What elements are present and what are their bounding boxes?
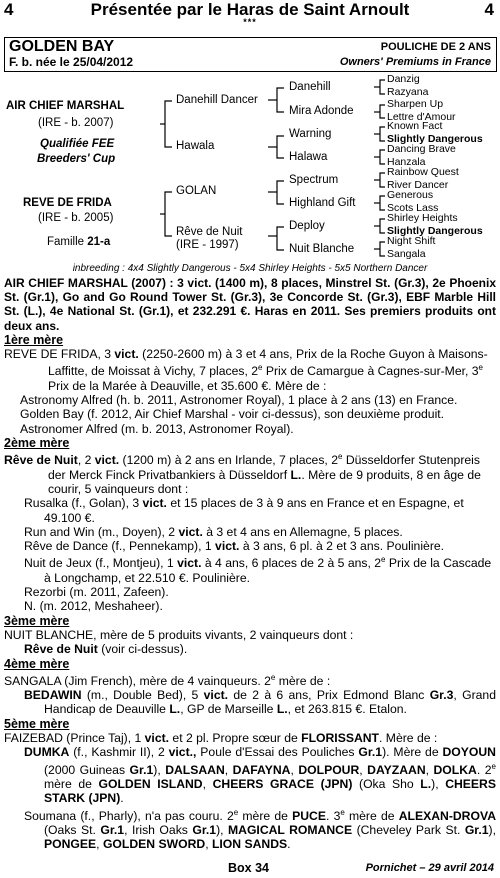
horse-name: GOLDEN BAY — [9, 38, 115, 55]
gen4-14: Slightly Dangerous — [387, 225, 483, 237]
gen4-10: River Dancer — [387, 179, 449, 191]
sire-description: AIR CHIEF MARSHAL (2007) : 3 vict. (1400 m), 8 places, Minstrel St. (Gr.3), 2e Phoenix St. (Gr.1), Go and Go Round Tower St. (Gr.3), 3e Concorde St. (Gr.3), EBF Marble Hill St. (L.), 4e National St. (Gr.1), et 232.291 €. Haras en 2011. Ses premiers produits ont deux ans. — [4, 276, 496, 333]
page-number-right: 4 — [484, 0, 494, 19]
section-4eme-mere: 4ème mère — [4, 656, 70, 671]
gen3-8: Nuit Blanche — [289, 243, 355, 255]
gen3-2: Mira Adonde — [289, 105, 354, 117]
owners-premiums: Owners' Premiums in France — [339, 56, 491, 68]
sire-note-1: Qualifiée FEE — [40, 138, 115, 150]
gen3-7: Deploy — [289, 220, 325, 232]
gen3-1: Danehill — [289, 81, 331, 93]
gen4-5: Known Fact — [387, 120, 443, 132]
second-dam-produce-3: Rêve de Dance (f., Pennekamp), 1 vict. à 3 ans, 6 pl. à 2 et 3 ans. Poulinière. — [24, 539, 445, 554]
gen4-7: Dancing Brave — [387, 143, 456, 155]
catalogue-body — [4, 276, 496, 852]
fifth-dam-description: FAIZEBAD (Prince Taj), 1 vict. et 2 pl. Propre sœur de FLORISSANT. Mère de : — [4, 731, 438, 746]
third-dam-produce-1: Rêve de Nuit (voir ci-dessus). — [24, 642, 188, 657]
gen2-4: Rêve de Nuit — [176, 226, 243, 238]
gen4-16: Sangala — [387, 248, 426, 260]
pedigree-table — [0, 70, 500, 267]
second-dam-produce-1: Rusalka (f., Golan), 3 vict. et 15 places de 3 à 9 ans en France et en Espagne, et 49.100 €. — [24, 496, 464, 525]
second-dam-produce-6: N. (m. 2012, Meshaheer). — [24, 599, 163, 614]
gen3-3: Warning — [289, 128, 332, 140]
fifth-dam-produce-1: DUMKA (f., Kashmir II), 2 vict., Poule d'Essai des Pouliches Gr.1). Mère de DOYOUN (2000 Guineas Gr.1), DALSAAN, DAFAYNA, DOLPOUR, DAYZAAN, DOLKA. 2e mère de GOLDEN ISLAND, CHEERS GRACE (JPN) (Oka Sho L.), CHEERS STARK (JPN). — [24, 745, 496, 806]
page-number-left: 4 — [4, 0, 14, 19]
horse-birth: F. b. née le 25/04/2012 — [9, 55, 134, 69]
second-dam-produce-5: Rezorbi (m. 2011, Zafeen). — [24, 585, 169, 600]
gen4-12: Scots Lass — [387, 202, 439, 214]
dam-info: (IRE - b. 2005) — [38, 212, 114, 224]
gen2-4-info: (IRE - 1997) — [176, 239, 239, 251]
second-dam-description: Rêve de Nuit, 2 vict. (1200 m) à 2 ans en Irlande, 7 places, 2e Düsseldorfer Stutenpreis der Merck Finck Privatbankiers à Düsseldorf L.. Mère de 9 produits, 8 en âge de courir, 5 vainqueurs dont : — [4, 452, 481, 496]
horse-sex-age: POULICHE DE 2 ANS — [380, 41, 491, 53]
inbreeding-note: inbreeding : 4x4 Slightly Dangerous - 5x4 Shirley Heights - 5x5 Northern Dancer — [72, 263, 428, 274]
gen4-15: Night Shift — [387, 235, 436, 247]
gen4-9: Rainbow Quest — [387, 166, 459, 178]
sire-info: (IRE - b. 2007) — [38, 117, 114, 129]
famille-value: 21-a — [87, 236, 111, 248]
gen4-11: Generous — [387, 189, 434, 201]
section-3eme-mere: 3ème mère — [4, 613, 70, 628]
page-title: Présentée par le Haras de Saint Arnoult — [90, 0, 410, 19]
gen2-1: Danehill Dancer — [176, 94, 258, 106]
produce-3: Astronomer Alfred (m. b. 2013, Astronomer Royal). — [20, 421, 294, 436]
section-1ere-mere: 1ère mère — [4, 332, 64, 347]
title-stars: *** — [243, 17, 257, 27]
gen3-5: Spectrum — [289, 174, 339, 186]
second-dam-produce-2: Run and Win (m., Doyen), 2 vict. à 3 et 4 ans en Allemagne, 5 places. — [24, 524, 403, 539]
footer-place-date: Pornichet – 29 avril 2014 — [365, 862, 494, 874]
gen4-13: Shirley Heights — [387, 212, 458, 224]
gen4-8: Hanzala — [387, 156, 426, 168]
section-2eme-mere: 2ème mère — [4, 435, 70, 450]
gen4-6: Slightly Dangerous — [387, 133, 483, 145]
third-dam-description: NUIT BLANCHE, mère de 5 produits vivants, 2 vainqueurs dont : — [4, 627, 354, 642]
horse-info-box — [4, 37, 497, 72]
gen4-3: Sharpen Up — [387, 98, 444, 110]
dam-name: REVE DE FRIDA — [23, 197, 112, 209]
gen4-4: Lettre d'Amour — [387, 111, 456, 123]
gen4-1: Danzig — [387, 73, 420, 85]
gen3-4: Halawa — [289, 151, 328, 163]
gen3-6: Highland Gift — [289, 197, 356, 209]
dam-description: REVE DE FRIDA, 3 vict. (2250-2600 m) à 3 et 4 ans, Prix de la Roche Guyon à Maisons-Laffitte, de Moissat à Vichy, 7 places, 2e Prix de Camargue à Cagnes-sur-Mer, 3e Prix de la Marée à Deauville, et 35.600 €. Mère de : — [4, 347, 488, 393]
gen2-3: GOLAN — [176, 185, 217, 197]
produce-1: Astronomy Alfred (h. b. 2011, Astronomer Royal), 1 place à 2 ans (13) en France. — [20, 393, 458, 408]
gen2-2: Hawala — [176, 140, 215, 152]
dam-famille — [47, 236, 110, 248]
fourth-dam-produce-1: BEDAWIN (m., Double Bed), 5 vict. de 2 à 6 ans, Prix Edmond Blanc Gr.3, Grand Handicap de Deauville L., GP de Marseille L., et 263.815 €. Etalon. — [24, 688, 496, 717]
section-5eme-mere: 5ème mère — [4, 716, 70, 731]
fourth-dam-description: SANGALA (Jim French), mère de 4 vainqueurs. 2e mère de : — [4, 672, 331, 688]
produce-2: Golden Bay (f. 2012, Air Chief Marshal - voir ci-dessus), son deuxième produit. — [20, 407, 445, 422]
gen4-2: Razyana — [387, 86, 429, 98]
fifth-dam-produce-2: Soumana (f., Pharly), n'a pas couru. 2e mère de PUCE. 3e mère de ALEXAN-DROVA (Oaks St. Gr.1, Irish Oaks Gr.1), MAGICAL ROMANCE (Cheveley Park St. Gr.1), PONGEE, GOLDEN SWORD, LION SANDS. — [24, 807, 496, 852]
footer-box: Box 34 — [228, 861, 269, 875]
sire-note-2: Breeders' Cup — [37, 153, 116, 165]
sire-name: AIR CHIEF MARSHAL — [6, 100, 125, 112]
second-dam-produce-4: Nuit de Jeux (f., Montjeu), 1 vict. à 4 ans, 6 places de 2 à 5 ans, 2e Prix de la Cascade à Longchamp, et 22.510 €. Poulinière. — [24, 555, 492, 585]
famille-label: Famille — [47, 236, 88, 248]
